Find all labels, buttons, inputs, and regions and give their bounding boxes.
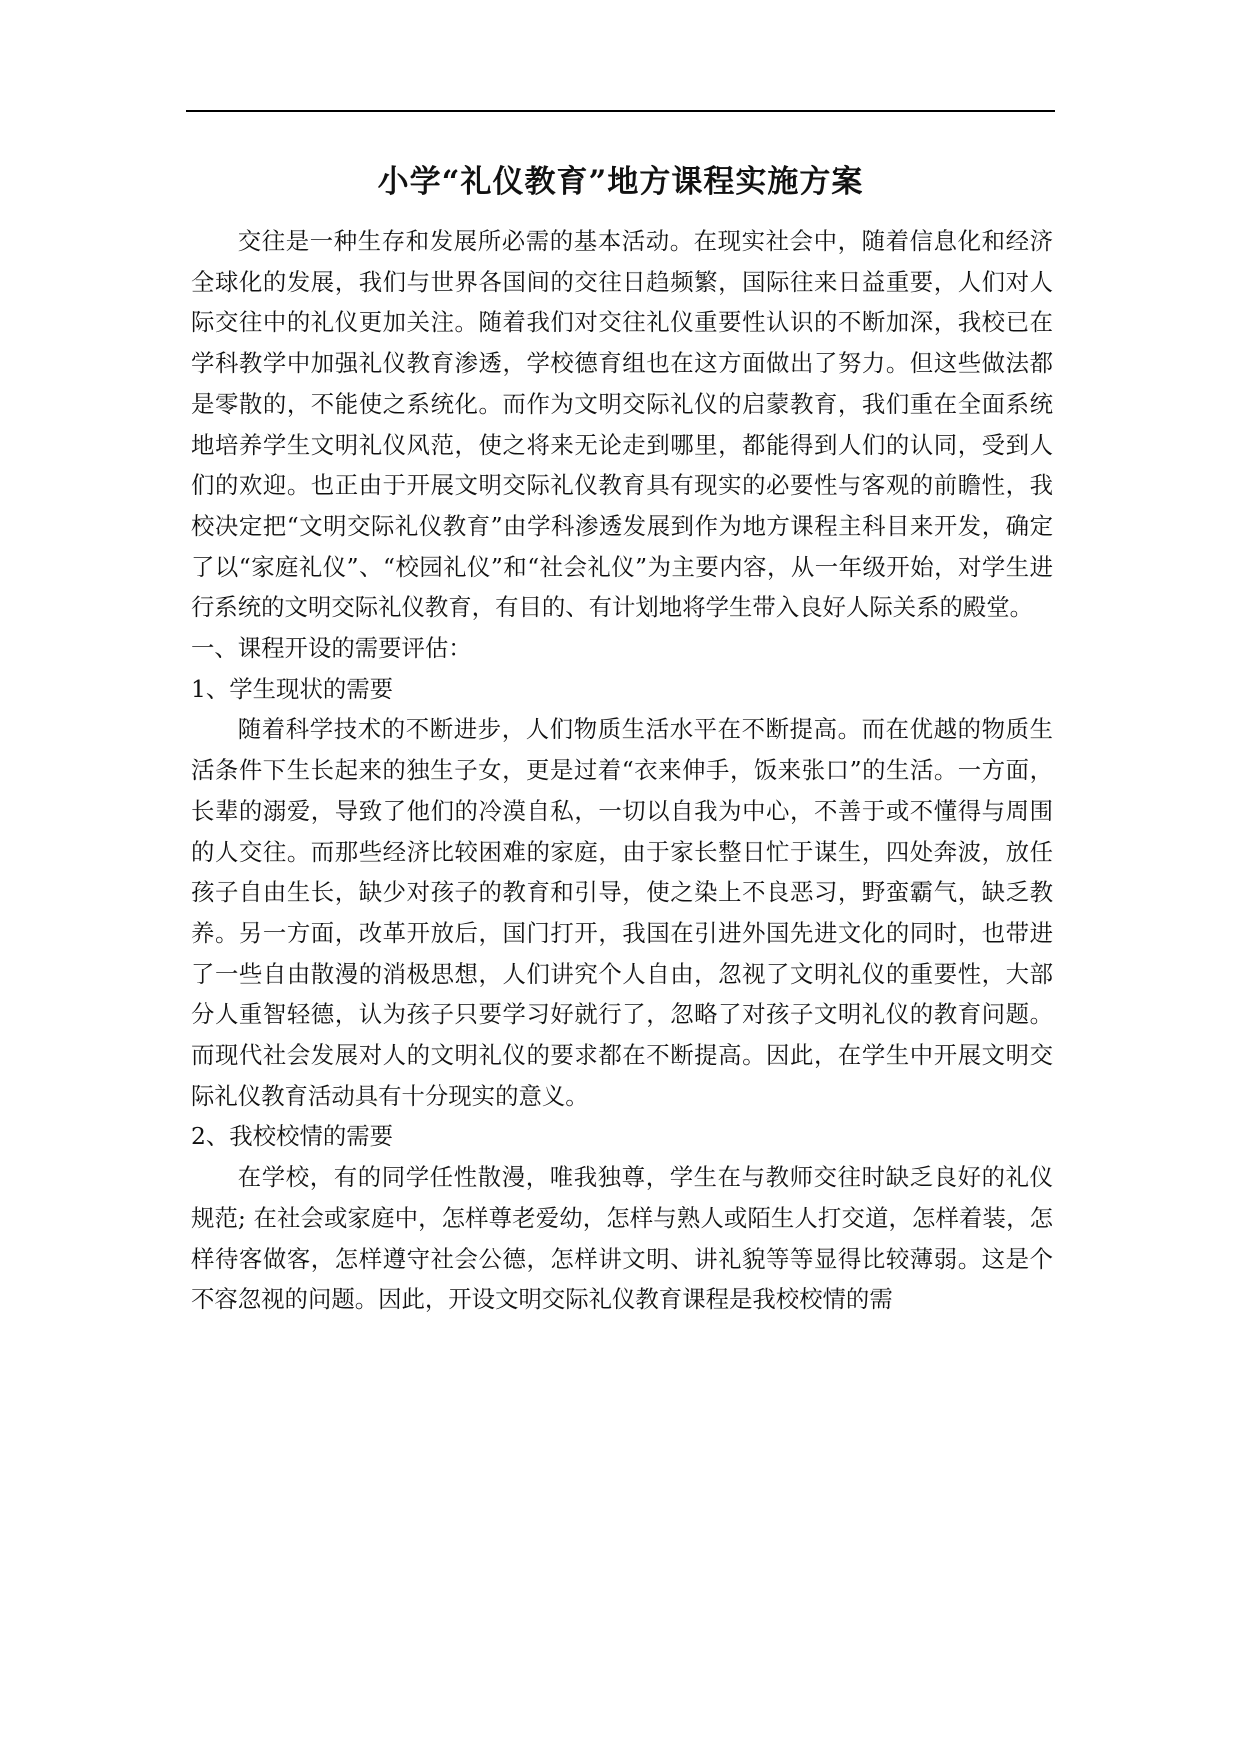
document-body xyxy=(191,221,1053,1320)
student-status-paragraph: 随着科学技术的不断进步，人们物质生活水平在不断提高。而在优越的物质生活条件下生长起来的独生子女，更是过着“衣来伸手，饭来张口”的生活。一方面，长辈的溺爱，导致了他们的冷漠自私，一切以自我为中心，不善于或不懂得与周围的人交往。而那些经济比较困难的家庭，由于家长整日忙于谋生，四处奔波，放任孩子自由生长，缺少对孩子的教育和引导，使之染上不良恶习，野蛮霸气，缺乏教养。另一方面，改革开放后，国门打开，我国在引进外国先进文化的同时，也带进了一些自由散漫的消极思想，人们讲究个人自由，忽视了文明礼仪的重要性，大部分人重智轻德，认为孩子只要学习好就行了，忽略了对孩子文明礼仪的教育问题。而现代社会发展对人的文明礼仪的要求都在不断提高。因此，在学生中开展文明交际礼仪教育活动具有十分现实的意义。 xyxy=(191,715,1053,1110)
school-situation-paragraph: 在学校，有的同学任性散漫，唯我独尊，学生在与教师交往时缺乏良好的礼仪规范; 在社会或家庭中，怎样尊老爱幼，怎样与熟人或陌生人打交道，怎样着装，怎样待客做客，怎样遵守社会公德，怎样讲文明、讲礼貌等等显得比较薄弱。这是个不容忽视的问题。因此，开设文明交际礼仪教育课程是我校校情的需 xyxy=(191,1163,1053,1314)
subsection-heading-student-status: 1、学生现状的需要 xyxy=(191,674,394,703)
subsection-heading-school-situation: 2、我校校情的需要 xyxy=(191,1122,394,1151)
document-title: 小学“礼仪教育”地方课程实施方案 xyxy=(377,164,864,200)
intro-paragraph: 交往是一种生存和发展所必需的基本活动。在现实社会中，随着信息化和经济全球化的发展，我们与世界各国间的交往日趋频繁，国际往来日益重要，人们对人际交往中的礼仪更加关注。随着我们对交往礼仪重要性认识的不断加深，我校已在学科教学中加强礼仪教育渗透，学校德育组也在这方面做出了努力。但这些做法都是零散的，不能使之系统化。而作为文明交际礼仪的启蒙教育，我们重在全面系统地培养学生文明礼仪风范，使之将来无论走到哪里，都能得到人们的认同，受到人们的欢迎。也正由于开展文明交际礼仪教育具有现实的必要性与客观的前瞻性，我校决定把“文明交际礼仪教育”由学科渗透发展到作为地方课程主科目来开发，确定了以“家庭礼仪”、“校园礼仪”和“社会礼仪”为主要内容，从一年级开始，对学生进行系统的文明交际礼仪教育，有目的、有计划地将学生带入良好人际关系的殿堂。 xyxy=(191,227,1053,622)
section-heading-needs-assessment: 一、课程开设的需要评估： xyxy=(191,634,472,663)
header-rule xyxy=(186,110,1055,112)
